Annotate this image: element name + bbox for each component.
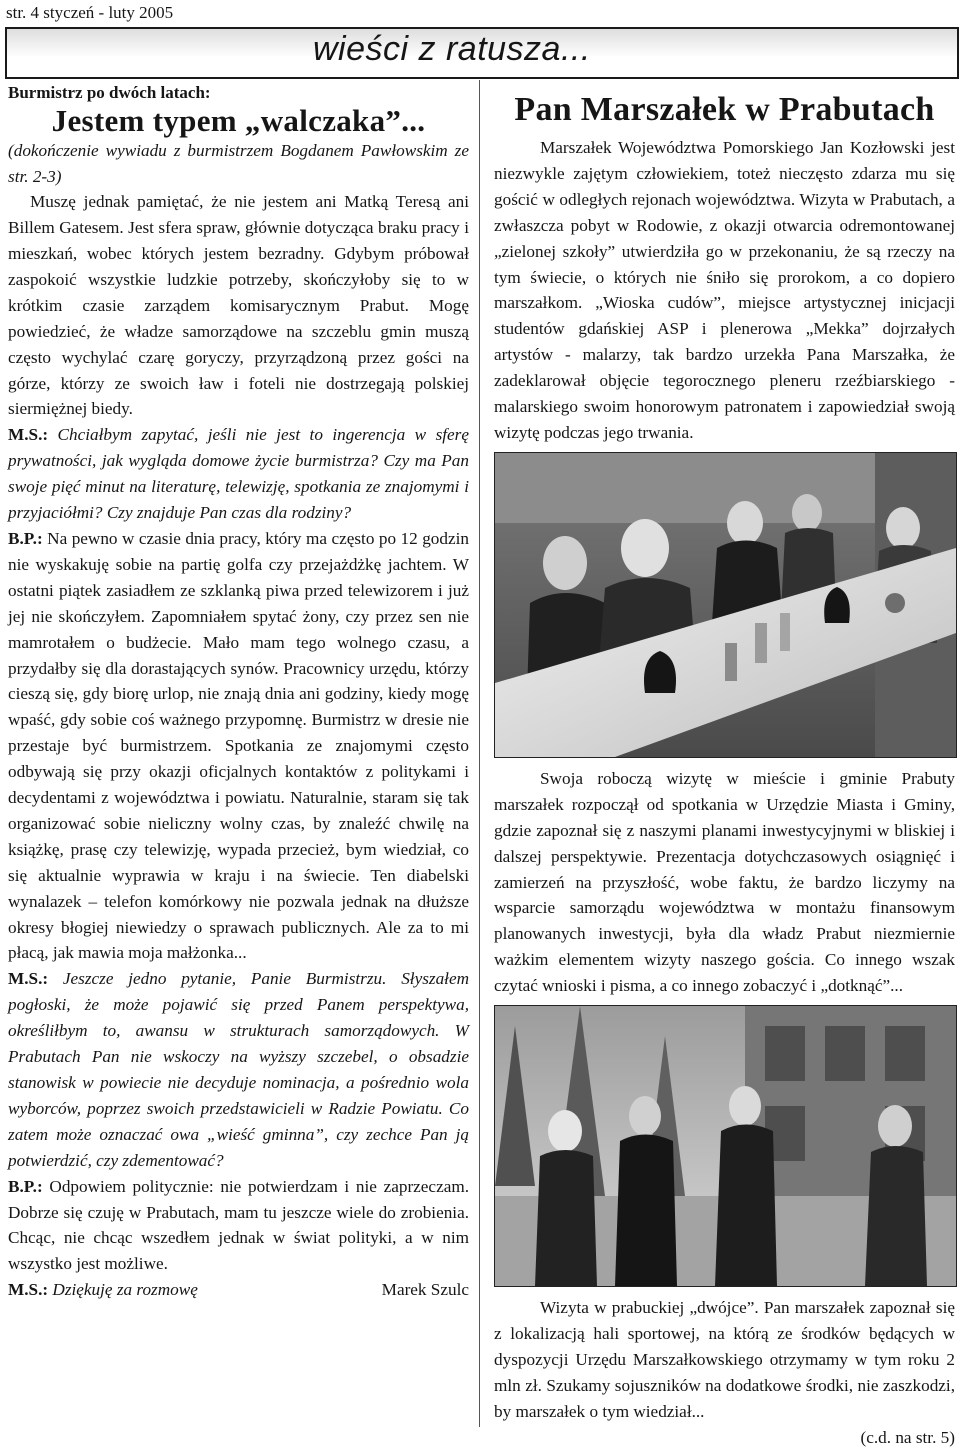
interview-paragraph: Muszę jednak pamiętać, że nie jestem ani Matką Teresą ani Billem Gatesem. Jest sfera spraw, głównie dotycząca braku pracy i mieszkań, wobec których jestem bezradny. Gdybym próbował zaspokoić wszystkie ludzkie potrzeby, skończyłoby się to w krótkim czasie zarządem komisarycznym Prabut. Mogę powiedzieć, że władze samorządowe na szczeblu gmin muszą często wychylać czarę goryczy, przyrządzoną przez gości na górze, którzy ze swoich ław i foteli nie dostrzegają polskiej siermiężnej biedy.	[8, 192, 469, 419]
answer-text: Na pewno w czasie dnia pracy, który ma często po 12 godzin nie wyskakuję sobie na partię golfa czy przejażdżkę jachtem. W ostatni piątek zasiadłem ze szklanką piwa przed telewizorem i już jej nie skończyłem. Zapomniałem spytać żony, czy przez sen nie mamrotałem o budżecie. Mało mam tego wolnego czasu, a przydałby się dla dorastających synów. Pracownicy urzędu, którzy cieszą się, gdy biorę urlop, nie znają dnia ani godziny, kiedy mogę wpaść, gdy sobie coś ważnego przypomnę. Burmistrz w dresie nie przestaje być burmistrzem. Spotkania ze znajomymi często odbywają się przy okazji oficjalnych kontaktów z politykami i decydentami z województwa i powiatu. Naturalnie, staram się tak organizować sobie nieliczny wolny czas, by znaleźć chwilę na książkę, prasę czy telewizję, wypada przecież, bym wiedział, co się aktualnie wyprawia w kraju i na świecie. Ten diabelski wynalazek – telefon komórkowy nie pozwala jednak na dłuższe okresy błogiej niewiedzy o sprawach publicznych. Ale za to mi płacą, jak mawia moja małżonka...	[8, 528, 469, 963]
article-intro: Marszałek Województwa Pomorskiego Jan Kozłowski jest niezwykle zajętym człowiekiem, toteż nieczęsto zdarza mu się gościć w odległych rejonach województwa. Wizyta w Prabutach, a zwłaszcza pobyt w Rodowie, z okazji otwarcia odremontowanej „zielonej szkoły” utwierdziła go w przekonaniu, że są rzeczy na tym świecie, o których nie śniło się prorokom, a co dopiero marszałkom. „Wioska cudów”, miejsce artystycznej inicjacji studentów gdańskiej ASP i plenerowa „Mekka” dojrzałych artystów - malarzy, tak bardzo urzekła Pana Marszałka, że zadeklarował objęcie tegorocznego pleneru rzeźbiarskiego - malarskiego swoim honorowym patronatem i zapowiedział swoją wizytę podczas jego trwania.	[494, 138, 955, 442]
interview-subhead: (dokończenie wywiadu z burmistrzem Bogdanem Pawłowskim ze str. 2-3)	[8, 141, 469, 186]
answer-text: Odpowiem politycznie: nie potwierdzam i nie zaprzeczam. Dobrze się czuję w Prabutach, mam tu jeszcze wiele do zrobienia. Chcąc, nie chcąc wszedłem jednak w świat polityki, a w nim wszystko jest możliwe.	[8, 1176, 469, 1274]
interview-column	[8, 80, 469, 1303]
page-label: str. 4 styczeń - luty 2005	[6, 3, 174, 22]
closing-label: M.S.:	[8, 1280, 49, 1300]
interview-answer	[8, 1174, 469, 1278]
article-paragraph: Swoja roboczą wizytę w mieście i gminie Prabuty marszałek rozpoczął od spotkania w Urzędzie Miasta i Gminy, gdzie zapoznał się z naszymi planami inwestycyjnymi w bliskiej i dalszej perspektywie. Prezentacja dotychczasowych osiągnięć i zamierzeń na przyszłość, wobe faktu, że bardzo liczymy na wsparcie samorządu województwa w montażu finansowym planowanych inwestycji, była dla władz Prabut niezmiernie ważkim elementem wizyty naszego gościa. Co innego wszak czytać wnioski i pisma, a co innego zobaczyć i „dotknąć”...	[494, 768, 955, 996]
continuation-line	[494, 1425, 955, 1450]
interview-kicker: Burmistrz po dwóch latach:	[8, 83, 211, 102]
answer-label: B.P.:	[8, 1176, 43, 1196]
question-label: M.S.:	[8, 425, 49, 445]
interview-headline: Jestem typem „walczaka”...	[51, 103, 426, 138]
interview-question	[8, 966, 469, 1173]
article-headline: Pan Marszałek w Prabutach	[514, 91, 935, 128]
answer-label: B.P.:	[8, 528, 43, 548]
article-column	[494, 80, 955, 1450]
column-divider	[479, 80, 480, 1427]
outdoor-photo	[494, 1005, 957, 1287]
section-title: wieści z ratusza...	[313, 30, 591, 68]
question-text: Chciałbym zapytać, jeśli nie jest to ingerencja w sferę prywatności, jak wygląda domowe życie burmistrza? Czy ma Pan swoje pięć minut na literaturę, telewizję, spotkania ze znajomymi i przyjaciółmi? Czy znajduje Pan czas dla rodziny?	[8, 425, 469, 523]
author-name: Marek Szulc	[381, 1280, 469, 1300]
question-text: Jeszcze jedno pytanie, Panie Burmistrzu. Słyszałem pogłoski, że może pojawić się przed Panem perspektywa, określiłbym to, awansu w strukturach samorządowych. W Prabutach Pan nie wskoczy na wyższy szczebel, o obsadzie stanowisk w powiecie nie decyduje nominacja, a pośrednio wola wyborców, poprzez swoich przedstawicieli w Radzie Powiatu. Co zatem może oznaczać owa „wieść gminna”, czy zechce Pan ją potwierdzić, czy zdementować?	[8, 969, 469, 1170]
continued-note: (c.d. na str. 5)	[860, 1427, 955, 1447]
question-label: M.S.:	[8, 969, 49, 989]
closing-line	[8, 1277, 198, 1303]
interview-question	[8, 422, 469, 526]
interview-answer	[8, 526, 469, 966]
meeting-photo	[494, 452, 957, 758]
interview-closing	[8, 1277, 469, 1303]
article-paragraph: Wizyta w prabuckiej „dwójce”. Pan marszałek zapoznał się z lokalizacją hali sportowej, na którą ze środków będących w dyspozycji Urzędu Marszałkowskiego otrzymamy w tym roku 2 mln zł. Szukamy sojuszników na dodatkowe środki, nie zaszkodzi, by marszałek o tym wiedział...	[494, 1298, 955, 1421]
outdoor-photo-image	[495, 1006, 956, 1286]
meeting-photo-image	[495, 453, 956, 757]
closing-text: Dziękuję za rozmowę	[48, 1280, 198, 1300]
